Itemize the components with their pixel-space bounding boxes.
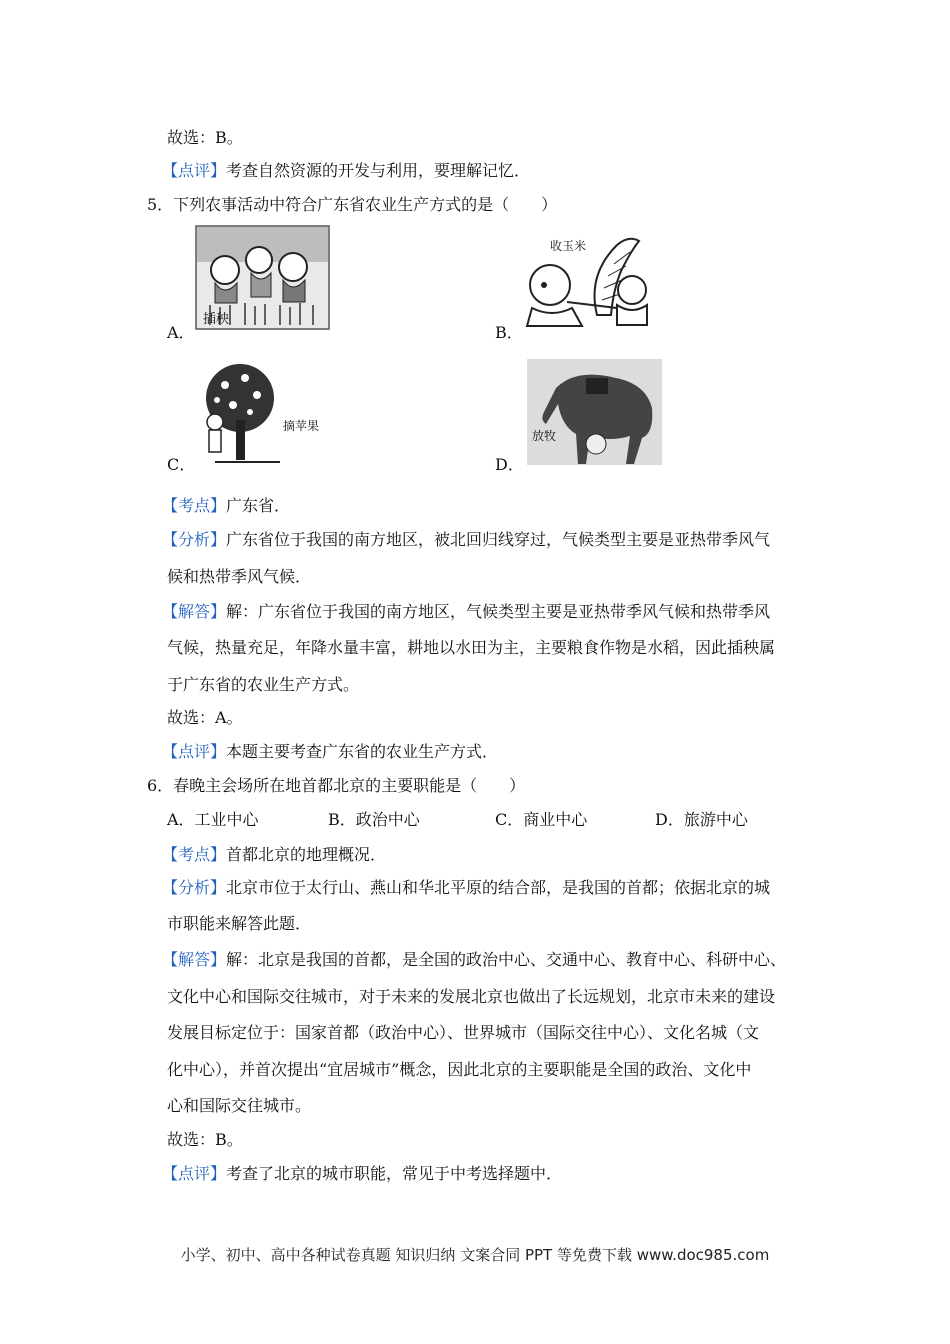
q6-fenxi-line2: 市职能来解答此题． <box>167 914 312 933</box>
jieda-text: 解：北京是我国的首都，是全国的政治中心、交通中心、教育中心、科研中心、 <box>226 950 787 969</box>
option-c-label: C． <box>167 455 196 474</box>
q6-option-c: C．商业中心 <box>495 810 588 829</box>
q6-jieda-line1 <box>162 950 786 970</box>
q6-choice: 故选：B。 <box>167 1130 243 1149</box>
option-b-label: B． <box>495 323 523 342</box>
option-a-label: A． <box>167 323 195 342</box>
q5-dianping <box>162 742 498 762</box>
q6-jieda-line5: 心和国际交往城市。 <box>167 1096 312 1115</box>
kaodian-tag: 【考点】 <box>162 845 227 864</box>
dianping-tag: 【点评】 <box>162 742 227 761</box>
kaodian-text: 广东省． <box>226 496 291 515</box>
page-footer: 小学、初中、高中各种试卷真题 知识归纳 文案合同 PPT 等免费下载 www.doc985.com <box>180 1246 770 1264</box>
dianping-tag: 【点评】 <box>162 1164 227 1183</box>
q6-kaodian <box>162 845 386 865</box>
q5-jieda-line3: 于广东省的农业生产方式。 <box>167 675 360 694</box>
q5-fenxi-line1 <box>162 530 770 550</box>
q6-option-d: D．旅游中心 <box>655 810 748 829</box>
option-d-label: D． <box>495 455 524 474</box>
jieda-tag: 【解答】 <box>162 950 227 969</box>
option-a-caption: 插秧 <box>203 312 230 327</box>
dianping-text: 本题主要考查广东省的农业生产方式． <box>226 742 499 761</box>
option-c-caption: 摘苹果 <box>283 419 320 433</box>
q6-fenxi-line1 <box>162 878 770 898</box>
option-b-image <box>522 230 660 332</box>
comment-tag: 【点评】 <box>162 161 227 180</box>
fenxi-tag: 【分析】 <box>162 530 227 549</box>
dianping-text: 考查了北京的城市职能，常见于中考选择题中． <box>226 1164 563 1183</box>
q5-choice: 故选：A。 <box>167 708 243 727</box>
option-d-caption: 放牧 <box>532 429 557 443</box>
q5-jieda-line1 <box>162 602 770 622</box>
answer-choice: 故选：B。 <box>167 128 243 147</box>
option-d-image <box>526 358 663 466</box>
comment-text: 考查自然资源的开发与利用，要理解记忆． <box>226 161 531 180</box>
q5-jieda-line2: 气候，热量充足，年降水量丰富，耕地以水田为主，主要粮食作物是水稻，因此插秧属 <box>167 638 776 657</box>
kaodian-text: 首都北京的地理概况． <box>226 845 387 864</box>
option-a-image <box>195 225 330 330</box>
q5-kaodian <box>162 496 290 516</box>
q6-jieda-line4: 化中心），并首次提出“宜居城市”概念，因此北京的主要职能是全国的政治、文化中 <box>167 1060 752 1079</box>
option-c-image <box>195 360 320 468</box>
q6-option-a: A．工业中心 <box>167 810 259 829</box>
fenxi-text: 广东省位于我国的南方地区，被北回归线穿过，气候类型主要是亚热带季风气 <box>226 530 771 549</box>
jieda-tag: 【解答】 <box>162 602 227 621</box>
fenxi-tag: 【分析】 <box>162 878 227 897</box>
question-6-stem: 6．春晚主会场所在地首都北京的主要职能是（ ） <box>147 776 526 795</box>
kaodian-tag: 【考点】 <box>162 496 227 515</box>
comment-line <box>162 161 530 181</box>
q6-jieda-line3: 发展目标定位于：国家首都（政治中心）、世界城市（国际交往中心）、文化名城（文 <box>167 1023 760 1042</box>
fenxi-text: 北京市位于太行山、燕山和华北平原的结合部，是我国的首都；依据北京的城 <box>226 878 771 897</box>
jieda-text: 解：广东省位于我国的南方地区，气候类型主要是亚热带季风气候和热带季风 <box>226 602 771 621</box>
q5-fenxi-line2: 候和热带季风气候． <box>167 567 312 586</box>
q6-dianping <box>162 1164 562 1184</box>
option-b-caption: 收玉米 <box>550 239 587 253</box>
question-5-stem: 5．下列农事活动中符合广东省农业生产方式的是（ ） <box>147 195 558 214</box>
q6-option-b: B．政治中心 <box>328 810 420 829</box>
q6-jieda-line2: 文化中心和国际交往城市，对于未来的发展北京也做出了长远规划，北京市未来的建设 <box>167 987 776 1006</box>
